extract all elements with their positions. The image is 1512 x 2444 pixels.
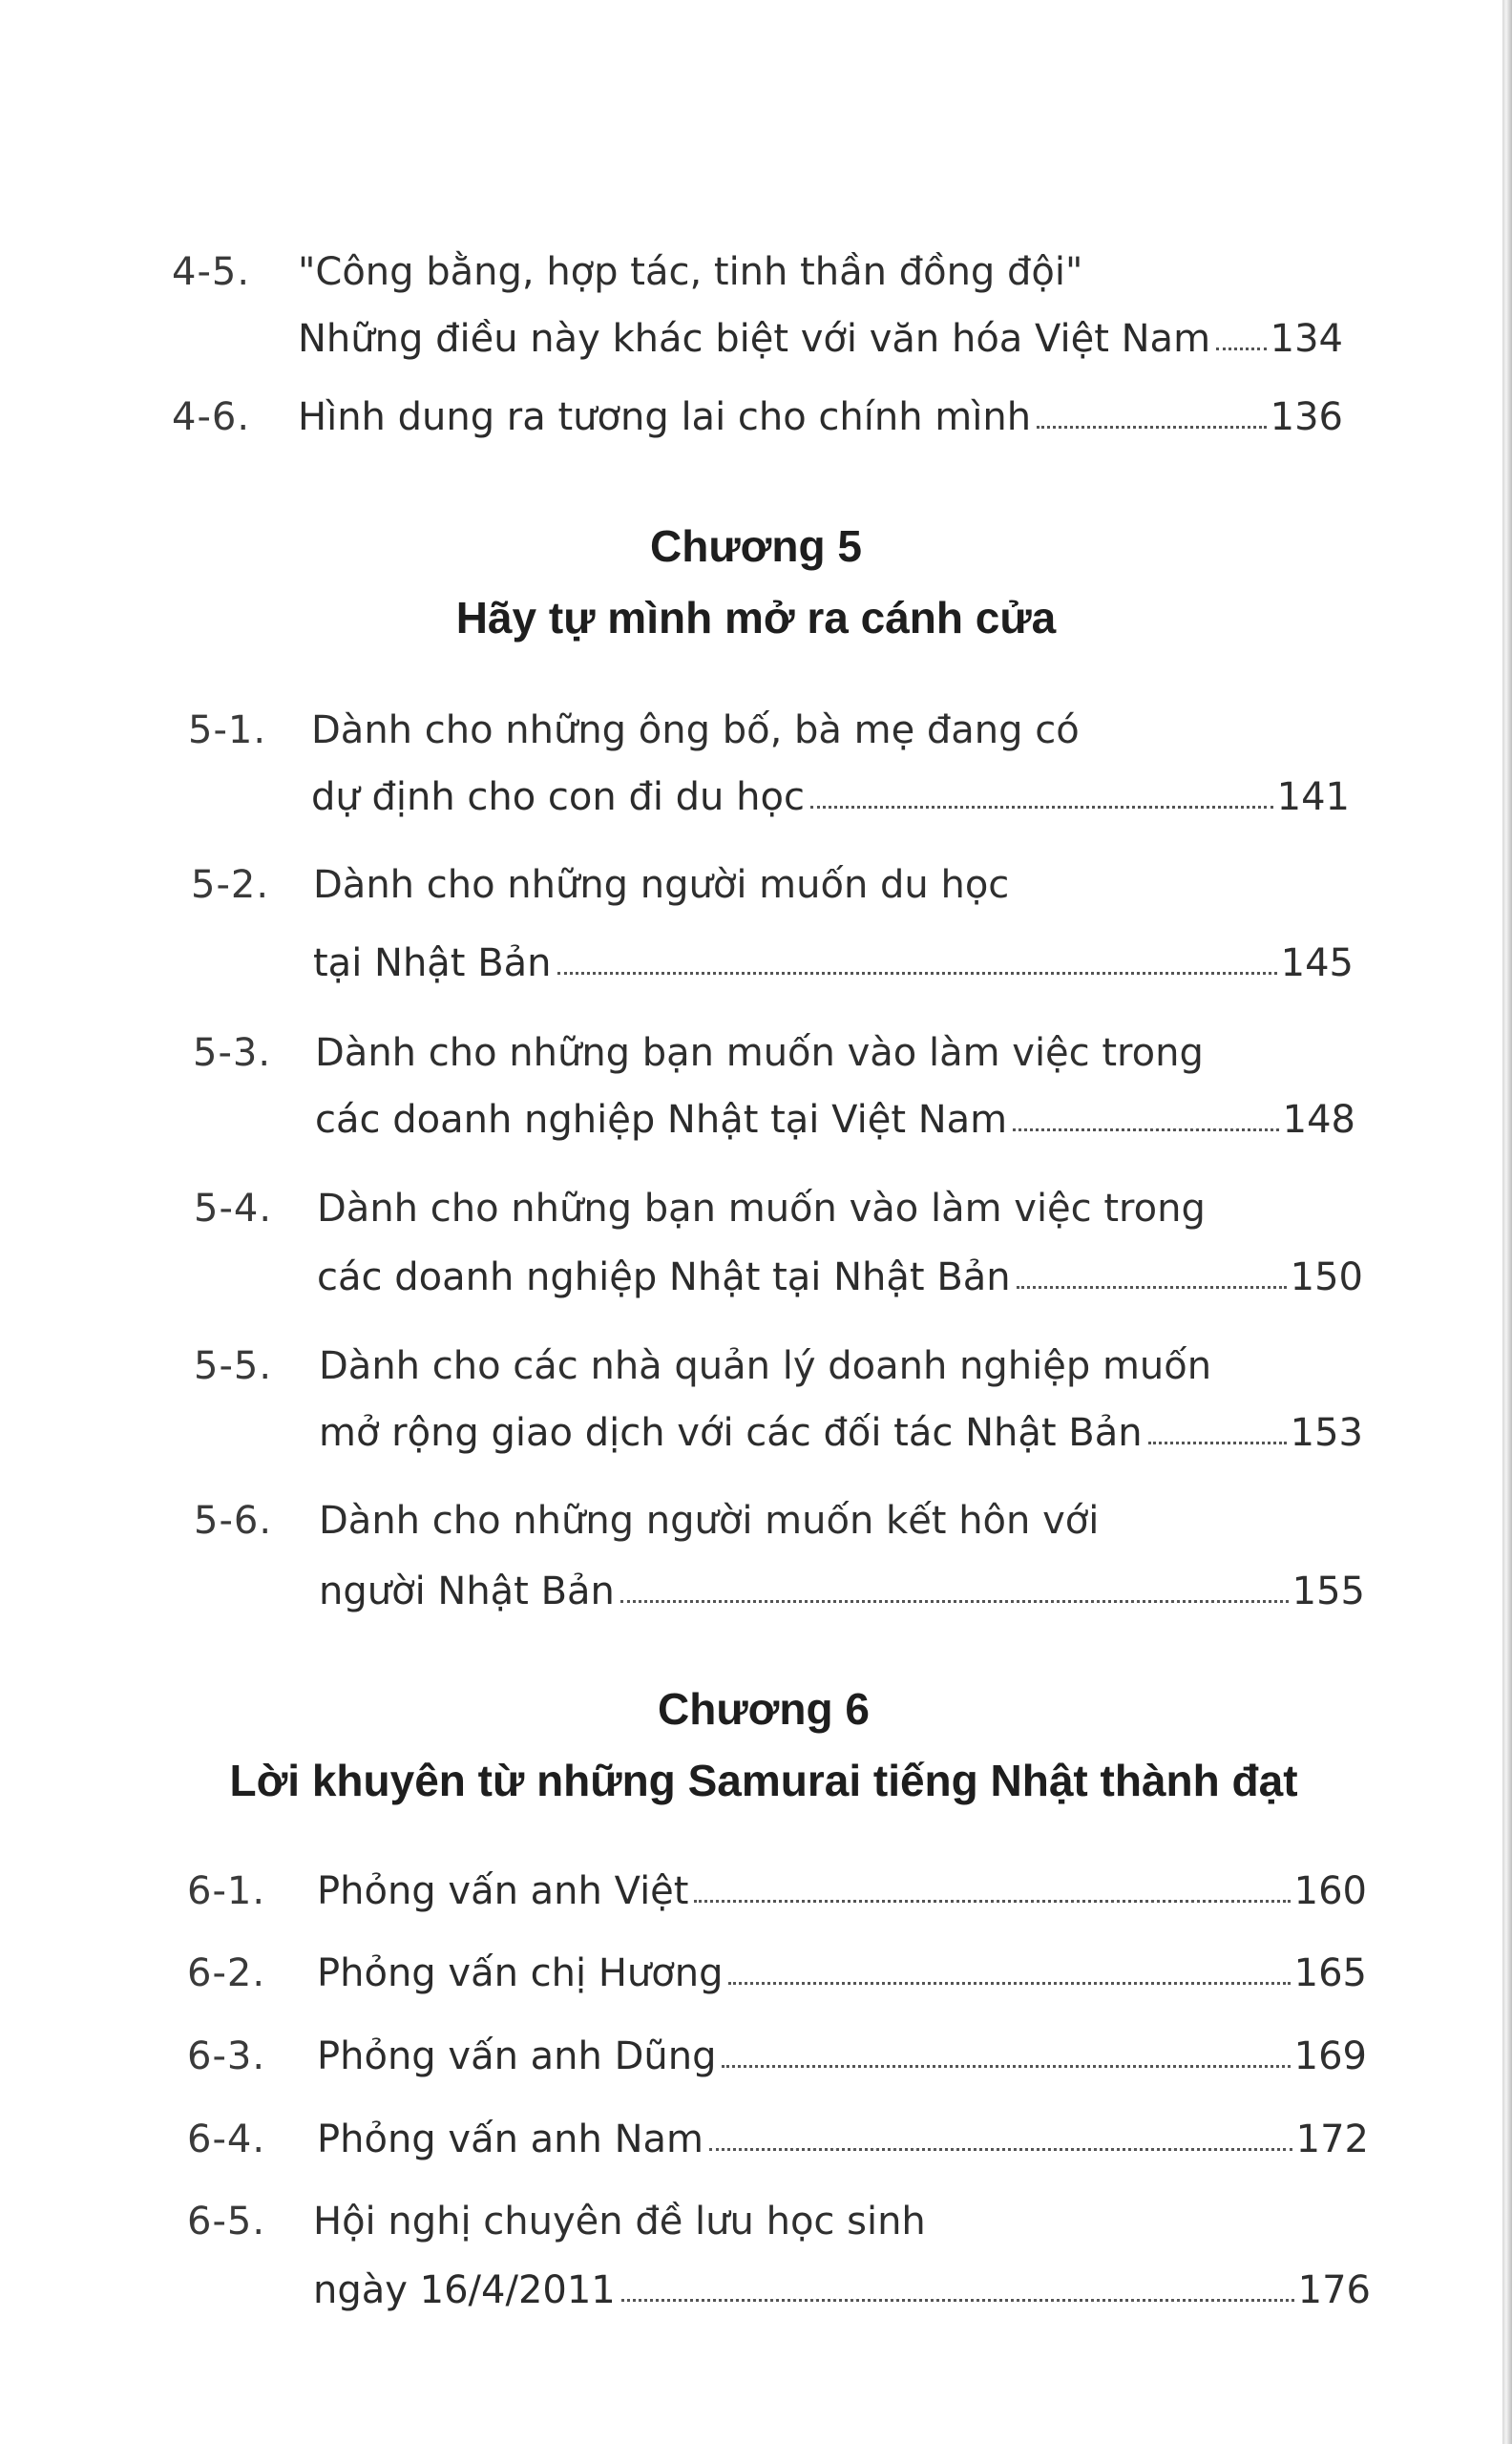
- entry-title-line-1: Hình dung ra tương lai cho chính mình: [298, 395, 1032, 439]
- entry-title-line-2: người Nhật Bản: [319, 1570, 615, 1613]
- dot-leader: [1037, 426, 1267, 429]
- chapter-6-label: Chương 6: [658, 1684, 870, 1734]
- entry-leader: [313, 941, 1354, 985]
- entry-title-line-1: Dành cho các nhà quản lý doanh nghiệp muốn: [319, 1344, 1212, 1388]
- entry-title-line-1: Phỏng vấn anh Dũng: [317, 2034, 717, 2078]
- entry-title-line-2: dự định cho con đi du học: [311, 775, 805, 819]
- entry-leader: [319, 1411, 1363, 1455]
- entry-title-line-1: Phỏng vấn anh Nam: [317, 2117, 704, 2161]
- entry-title-line-1: Phỏng vấn chị Hương: [317, 1951, 724, 1995]
- entry-title-line-1: Dành cho những người muốn kết hôn với: [319, 1499, 1100, 1543]
- dot-leader: [557, 972, 1277, 975]
- entry-number: 5-1.: [188, 708, 267, 752]
- chapter-5-title: Hãy tự mình mở ra cánh cửa: [455, 593, 1057, 643]
- entry-title-line-1: Dành cho những ông bố, bà mẹ đang có: [311, 708, 1080, 752]
- entry-title-line-1: Dành cho những bạn muốn vào làm việc trong: [317, 1187, 1206, 1231]
- entry-title-line-1: Phỏng vấn anh Việt: [317, 1869, 689, 1913]
- entry-page-number: 136: [1270, 395, 1343, 439]
- entry-leader: [298, 317, 1343, 361]
- entry-number: 6-5.: [187, 2200, 266, 2244]
- chapter-5-label: Chương 5: [650, 521, 862, 571]
- entry-title-line-2: các doanh nghiệp Nhật tại Việt Nam: [315, 1098, 1008, 1142]
- entry-title-line-2: Những điều này khác biệt với văn hóa Việt Nam: [298, 317, 1211, 361]
- entry-number: 4-6.: [172, 395, 251, 439]
- entry-title-line-1: Hội nghị chuyên đề lưu học sinh: [313, 2200, 926, 2244]
- entry-leader: [311, 775, 1350, 819]
- entry-page-number: 169: [1293, 2034, 1367, 2078]
- entry-number: 4-5.: [172, 250, 251, 294]
- entry-number: 5-2.: [191, 863, 270, 907]
- entry-title-line-1: Dành cho những người muốn du học: [313, 863, 1010, 907]
- dot-leader: [1017, 1286, 1287, 1289]
- entry-number: 6-3.: [187, 2034, 266, 2078]
- entry-number: 5-3.: [193, 1031, 272, 1075]
- entry-leader: [317, 1869, 1367, 1913]
- dot-leader: [709, 2148, 1292, 2151]
- dot-leader: [722, 2065, 1290, 2068]
- entry-title-line-1: "Công bằng, hợp tác, tinh thần đồng đội": [298, 250, 1083, 294]
- entry-number: 6-1.: [187, 1869, 266, 1913]
- dot-leader: [1013, 1128, 1279, 1131]
- entry-title-line-2: ngày 16/4/2011: [313, 2268, 616, 2312]
- entry-number: 5-6.: [194, 1499, 273, 1543]
- entry-page-number: 160: [1293, 1869, 1367, 1913]
- entry-page-number: 141: [1276, 775, 1350, 819]
- entry-page-number: 165: [1293, 1951, 1367, 1995]
- chapter-6-title: Lời khuyên từ những Samurai tiếng Nhật thành đạt: [229, 1756, 1298, 1805]
- entry-page-number: 148: [1282, 1098, 1355, 1142]
- entry-page-number: 155: [1292, 1570, 1365, 1613]
- entry-title-line-1: Dành cho những bạn muốn vào làm việc trong: [315, 1031, 1204, 1075]
- entry-number: 6-2.: [187, 1951, 266, 1995]
- entry-title-line-2: tại Nhật Bản: [313, 941, 552, 985]
- entry-leader: [317, 1255, 1363, 1299]
- entry-page-number: 150: [1290, 1255, 1363, 1299]
- entry-page-number: 145: [1280, 941, 1354, 985]
- dot-leader: [810, 806, 1273, 809]
- dot-leader: [1216, 348, 1267, 350]
- entry-title-line-2: mở rộng giao dịch với các đối tác Nhật Bản: [319, 1411, 1143, 1455]
- entry-leader: [313, 2268, 1371, 2312]
- entry-page-number: 153: [1290, 1411, 1363, 1455]
- entry-leader: [317, 2117, 1369, 2161]
- dot-leader: [1148, 1442, 1287, 1444]
- entry-page-number: 176: [1297, 2268, 1371, 2312]
- dot-leader: [728, 1982, 1290, 1985]
- entry-page-number: 172: [1295, 2117, 1369, 2161]
- page-edge-shadow: [1502, 0, 1512, 2444]
- entry-page-number: 134: [1270, 317, 1343, 361]
- entry-leader: [319, 1570, 1365, 1613]
- entry-leader: [298, 395, 1343, 439]
- dot-leader: [694, 1900, 1290, 1903]
- entry-number: 6-4.: [187, 2117, 266, 2161]
- entry-leader: [317, 2034, 1367, 2078]
- entry-leader: [317, 1951, 1367, 1995]
- entry-title-line-2: các doanh nghiệp Nhật tại Nhật Bản: [317, 1255, 1011, 1299]
- dot-leader: [620, 1600, 1289, 1603]
- entry-leader: [315, 1098, 1355, 1142]
- entry-number: 5-4.: [194, 1187, 273, 1231]
- dot-leader: [621, 2299, 1294, 2302]
- entry-number: 5-5.: [194, 1344, 273, 1388]
